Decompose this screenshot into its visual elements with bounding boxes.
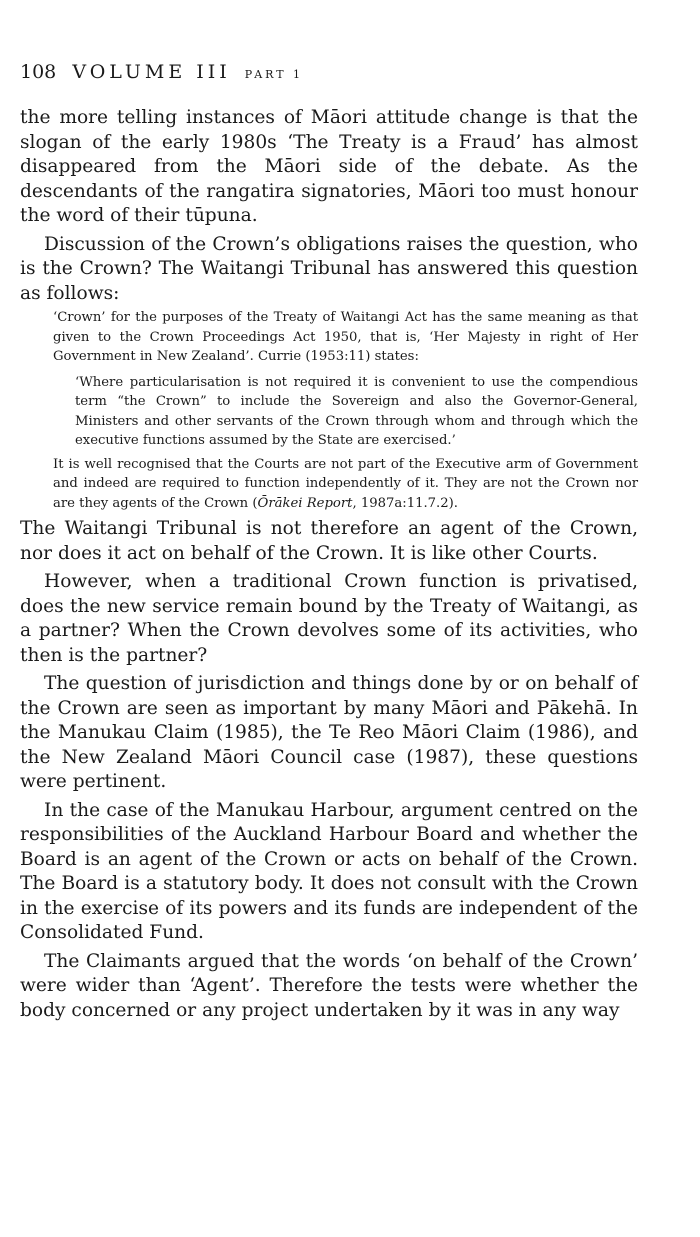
paragraph-7: The Claimants argued that the words ‘on behalf of the Crown’ were wider than ‘Agent’. Therefore the tests were whether the body concerned or any project undertaken by it was in any way: [20, 950, 638, 1021]
paragraph-2: Discussion of the Crown’s obligations raises the question, who is the Crown? The Waitangi Tribunal has answered this question as follows:: [20, 233, 638, 304]
body-text: [20, 106, 638, 1023]
paragraph-5: The question of jurisdiction and things done by or on behalf of the Crown are seen as important by many Māori and Pākehā. In the Manukau Claim (1985), the Te Reo Māori Claim (1986), and the New Zealand Māori Council case (1987), these questions were pertinent.: [20, 673, 638, 792]
running-header: [20, 60, 303, 87]
paragraph-3: The Waitangi Tribunal is not therefore an agent of the Crown, nor does it act on behalf of the Crown. It is like other Courts.: [20, 518, 638, 564]
block-quote: [53, 308, 638, 513]
paragraph-1: the more telling instances of Māori attitude change is that the slogan of the early 1980s ‘The Treaty is a Fraud’ has almost disappeared from the Māori side of the debate. As the descendants of the rangatira signatories, Māori too must honour the word of their tūpuna.: [20, 107, 638, 226]
paragraph-6: In the case of the Manukau Harbour, argument centred on the responsibilities of the Auckland Harbour Board and whether the Board is an agent of the Crown or acts on behalf of the Crown. The Board is a statutory body. It does not consult with the Crown in the exercise of its powers and its funds are independent of the Consolidated Fund.: [20, 799, 638, 943]
volume-label: VOLUME III: [72, 61, 231, 83]
quote-paragraph-3: [53, 455, 638, 514]
paragraph-4: However, when a traditional Crown function is privatised, does the new service remain bound by the Treaty of Waitangi, as a partner? When the Crown devolves some of its activities, who then is the partner?: [20, 571, 638, 666]
quote-paragraph-1: ‘Crown’ for the purposes of the Treaty of Waitangi Act has the same meaning as that given to the Crown Proceedings Act 1950, that is, ‘Her Majesty in right of Her Government in New Zealand’. Currie (1953:11) states:: [53, 310, 638, 364]
page-number: 108: [20, 61, 57, 83]
quote-paragraph-3-text: It is well recognised that the Courts are not part of the Executive arm of Government and indeed are required to function independently of it. They are not the Crown nor are they agents of the Crown (: [53, 456, 638, 511]
citation-title: Ōrākei Report: [257, 495, 353, 511]
nested-quote: ‘Where particularisation is not required it is convenient to use the compendious term “the Crown” to include the Sovereign and also the Governor-General, Ministers and other servants of the Crown through whom and through which the executive functions assumed by the State are exercised.’: [75, 374, 638, 448]
part-label: PART 1: [244, 68, 304, 81]
citation-ref: , 1987a:11.7.2).: [352, 495, 458, 511]
